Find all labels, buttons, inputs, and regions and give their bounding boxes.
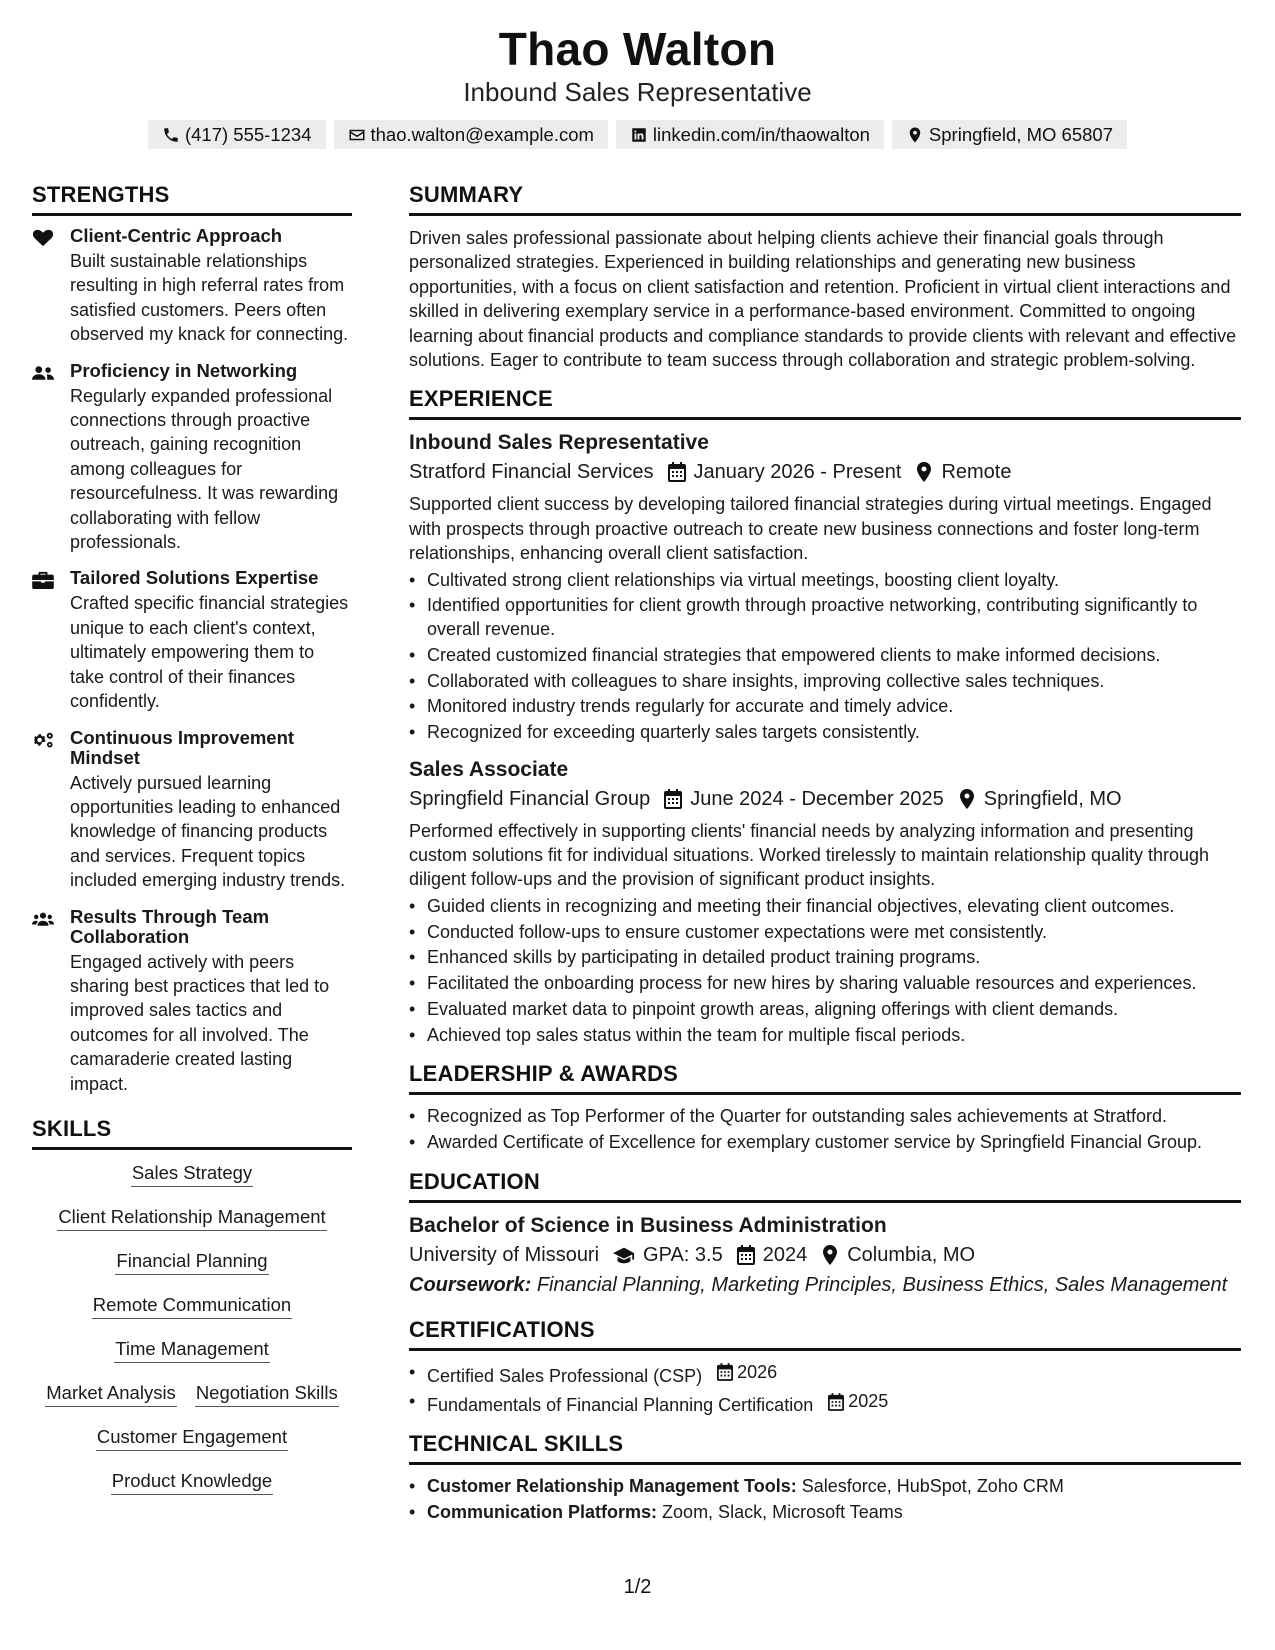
gears-icon xyxy=(32,731,54,749)
job-description: Performed effectively in supporting clients' financial needs by analyzing information and presenting custom solutions fit for individual situations. Worked tirelessly to maintain relationship quality through diligent follow-ups and the provision of significant product insights. xyxy=(409,820,1210,890)
skill-tag: Product Knowledge xyxy=(111,1468,273,1495)
list-item: • Achieved top sales status within the team for multiple fiscal periods. xyxy=(409,1024,1241,1048)
users-icon xyxy=(32,910,54,928)
skills-section xyxy=(32,1116,352,1512)
linkedin-icon xyxy=(630,126,648,144)
education-meta xyxy=(409,1241,1241,1269)
strength-desc: Crafted specific financial strategies unique to each client's context, ultimately empowering them to take control of their finances confidently. xyxy=(70,593,349,712)
cert-year: 2026 xyxy=(737,1361,778,1382)
skills-list xyxy=(32,1160,352,1512)
certifications-list xyxy=(409,1361,1241,1418)
list-item: • Collaborated with colleagues to share insights, improving collective sales techniques. xyxy=(409,670,1241,694)
list-item: • Identified opportunities for client growth through proactive networking, contributing significantly to overall revenue. xyxy=(409,594,1241,641)
education-section xyxy=(409,1169,1241,1299)
heart-icon xyxy=(32,229,54,247)
tech-value: Salesforce, HubSpot, Zoho CRM xyxy=(801,1476,1064,1497)
tech-label: Communication Platforms: xyxy=(427,1502,658,1523)
calendar-icon xyxy=(668,462,686,482)
certifications-heading: CERTIFICATIONS xyxy=(409,1317,1241,1351)
map-pin-icon xyxy=(906,126,924,144)
strength-title: Proficiency in Networking xyxy=(70,359,298,381)
strength-item xyxy=(32,907,352,1096)
technical-skills-heading: TECHNICAL SKILLS xyxy=(409,1431,1241,1465)
job-bullets xyxy=(409,569,1241,745)
list-item xyxy=(409,1501,1241,1525)
list-item: • Recognized for exceeding quarterly sales targets consistently. xyxy=(409,721,1241,745)
job-location: Remote xyxy=(941,461,1012,484)
candidate-role: Inbound Sales Representative xyxy=(463,77,812,107)
leadership-list xyxy=(409,1105,1241,1154)
contact-linkedin[interactable] xyxy=(616,120,884,149)
skill-tag: Time Management xyxy=(114,1336,270,1363)
phone-icon xyxy=(162,126,180,144)
user-group-icon xyxy=(32,364,54,382)
strength-title: Continuous Improvement Mindset xyxy=(70,726,295,768)
strength-item xyxy=(32,728,352,893)
skills-heading: SKILLS xyxy=(32,1116,352,1150)
list-item: • Facilitated the onboarding process for new hires by sharing valuable resources and experiences. xyxy=(409,972,1241,996)
list-item: • Evaluated market data to pinpoint growth areas, aligning offerings with client demands. xyxy=(409,998,1241,1022)
contact-phone[interactable] xyxy=(148,120,326,149)
skill-tag: Client Relationship Management xyxy=(57,1204,326,1231)
cert-name: Fundamentals of Financial Planning Certification xyxy=(427,1394,814,1415)
summary-section xyxy=(409,182,1241,372)
job-company: Springfield Financial Group xyxy=(409,787,651,810)
skill-tag: Negotiation Skills xyxy=(195,1380,339,1407)
strength-title: Tailored Solutions Expertise xyxy=(70,567,319,589)
strength-item xyxy=(32,361,352,555)
strength-title: Client-Centric Approach xyxy=(70,225,283,246)
contact-email[interactable] xyxy=(334,120,608,149)
job-title: Inbound Sales Representative xyxy=(409,431,709,455)
contact-email-text: thao.walton@example.com xyxy=(370,124,594,145)
skill-tag: Customer Engagement xyxy=(96,1424,288,1451)
coursework xyxy=(409,1271,1241,1299)
strength-title: Results Through Team Collaboration xyxy=(70,905,270,947)
job-bullets xyxy=(409,895,1241,1047)
graduation-year: 2024 xyxy=(762,1243,808,1266)
summary-text: Driven sales professional passionate about helping clients achieve their financial goals through personalized strategies. Experienced in building relationships and generating new business opportunities, with a focus on client satisfaction and retention. Proficient in virtual client interactions and skilled in delivering exemplary service in a performance-based environment. Committed to ongoing learning about financial products and compliance standards to provide clients with relevant and effective solutions. Eager to contribute to team success through collaboration and strategic problem-solving. xyxy=(409,228,1237,371)
page-number: 1/2 xyxy=(623,1576,652,1598)
coursework-list: Financial Planning, Marketing Principles, Business Ethics, Sales Management xyxy=(536,1273,1228,1296)
list-item xyxy=(409,1361,1241,1388)
map-pin-icon xyxy=(915,462,933,482)
job-meta xyxy=(409,458,1241,486)
list-item: • Monitored industry trends regularly for accurate and timely advice. xyxy=(409,695,1241,719)
technical-skills-list xyxy=(409,1475,1241,1524)
cert-name: Certified Sales Professional (CSP) xyxy=(427,1365,703,1386)
leadership-section xyxy=(409,1061,1241,1154)
calendar-icon xyxy=(737,1245,755,1265)
experience-section xyxy=(409,386,1241,1047)
strengths-heading: STRENGTHS xyxy=(32,182,352,216)
leadership-heading: LEADERSHIP & AWARDS xyxy=(409,1061,1241,1095)
contact-linkedin-text: linkedin.com/in/thaowalton xyxy=(652,124,870,145)
strength-desc: Regularly expanded professional connections through proactive outreach, gaining recognition among colleagues for resourcefulness. It was rewarding collaborating with fellow professionals. xyxy=(70,385,339,553)
summary-heading: SUMMARY xyxy=(409,182,1241,216)
list-item: • Cultivated strong client relationships via virtual meetings, boosting client loyalty. xyxy=(409,569,1241,593)
tech-value: Zoom, Slack, Microsoft Teams xyxy=(662,1502,903,1523)
map-pin-icon xyxy=(958,789,976,809)
school-location: Columbia, MO xyxy=(847,1243,976,1266)
strength-item xyxy=(32,568,352,713)
strength-desc: Actively pursued learning opportunities leading to enhanced knowledge of financing products and services. Frequent topics included emerging industry trends. xyxy=(70,772,346,891)
job-company: Stratford Financial Services xyxy=(409,461,654,484)
technical-skills-section xyxy=(409,1431,1241,1524)
job-meta xyxy=(409,785,1241,813)
contact-location xyxy=(892,120,1127,149)
job-dates: January 2026 - Present xyxy=(693,461,902,484)
job-description: Supported client success by developing tailored financial strategies during virtual meetings. Engaged with prospects through proactive outreach to create new business connections and foster long-term relationships, enhancing overall client satisfaction. xyxy=(409,494,1212,564)
skill-tag: Remote Communication xyxy=(92,1292,292,1319)
gpa: GPA: 3.5 xyxy=(643,1243,723,1266)
skill-tag: Sales Strategy xyxy=(131,1160,253,1187)
strength-item xyxy=(32,226,352,347)
briefcase-icon xyxy=(32,571,54,589)
school-name: University of Missouri xyxy=(409,1243,600,1266)
experience-heading: EXPERIENCE xyxy=(409,386,1241,420)
envelope-icon xyxy=(348,126,366,144)
list-item xyxy=(409,1390,1241,1417)
calendar-icon xyxy=(664,789,682,809)
cert-year: 2025 xyxy=(848,1391,889,1412)
strength-desc: Engaged actively with peers sharing best practices that led to improved sales tactics and outcomes for all involved. The camaraderie created lasting impact. xyxy=(70,951,330,1094)
calendar-icon xyxy=(828,1393,844,1411)
list-item: • Enhanced skills by participating in detailed product training programs. xyxy=(409,946,1241,970)
job-entry xyxy=(409,757,1241,1048)
strength-desc: Built sustainable relationships resulting in high referral rates from satisfied customers. Peers often observed my knack for connecting. xyxy=(70,251,349,345)
list-item: • Conducted follow-ups to ensure customer expectations were met consistently. xyxy=(409,921,1241,945)
right-column xyxy=(409,182,1241,1539)
contact-location-text: Springfield, MO 65807 xyxy=(928,124,1114,145)
list-item: • Recognized as Top Performer of the Quarter for outstanding sales achievements at Stratford. xyxy=(409,1105,1241,1129)
resume-header xyxy=(0,22,1275,149)
job-dates: June 2024 - December 2025 xyxy=(690,787,944,810)
list-item: • Created customized financial strategies that empowered clients to make informed decisions. xyxy=(409,644,1241,668)
map-pin-icon xyxy=(821,1245,839,1265)
certifications-section xyxy=(409,1317,1241,1418)
skill-tag: Market Analysis xyxy=(45,1380,177,1407)
job-title: Sales Associate xyxy=(409,757,569,781)
tech-label: Customer Relationship Management Tools: xyxy=(427,1476,797,1497)
education-heading: EDUCATION xyxy=(409,1169,1241,1203)
job-location: Springfield, MO xyxy=(983,787,1122,810)
calendar-icon xyxy=(717,1363,733,1381)
graduation-cap-icon xyxy=(613,1245,635,1265)
contact-bar xyxy=(0,120,1275,149)
skill-tag: Financial Planning xyxy=(115,1248,268,1275)
candidate-name: Thao Walton xyxy=(498,23,777,75)
list-item: • Guided clients in recognizing and meeting their financial objectives, elevating client outcomes. xyxy=(409,895,1241,919)
left-column xyxy=(32,182,352,1526)
strengths-section xyxy=(32,182,352,1096)
degree-title: Bachelor of Science in Business Administration xyxy=(409,1213,887,1237)
list-item xyxy=(409,1475,1241,1499)
coursework-label: Coursework: xyxy=(409,1273,532,1296)
list-item: • Awarded Certificate of Excellence for exemplary customer service by Springfield Financial Group. xyxy=(409,1131,1241,1155)
contact-phone-text: (417) 555-1234 xyxy=(184,124,312,145)
job-entry xyxy=(409,430,1241,744)
